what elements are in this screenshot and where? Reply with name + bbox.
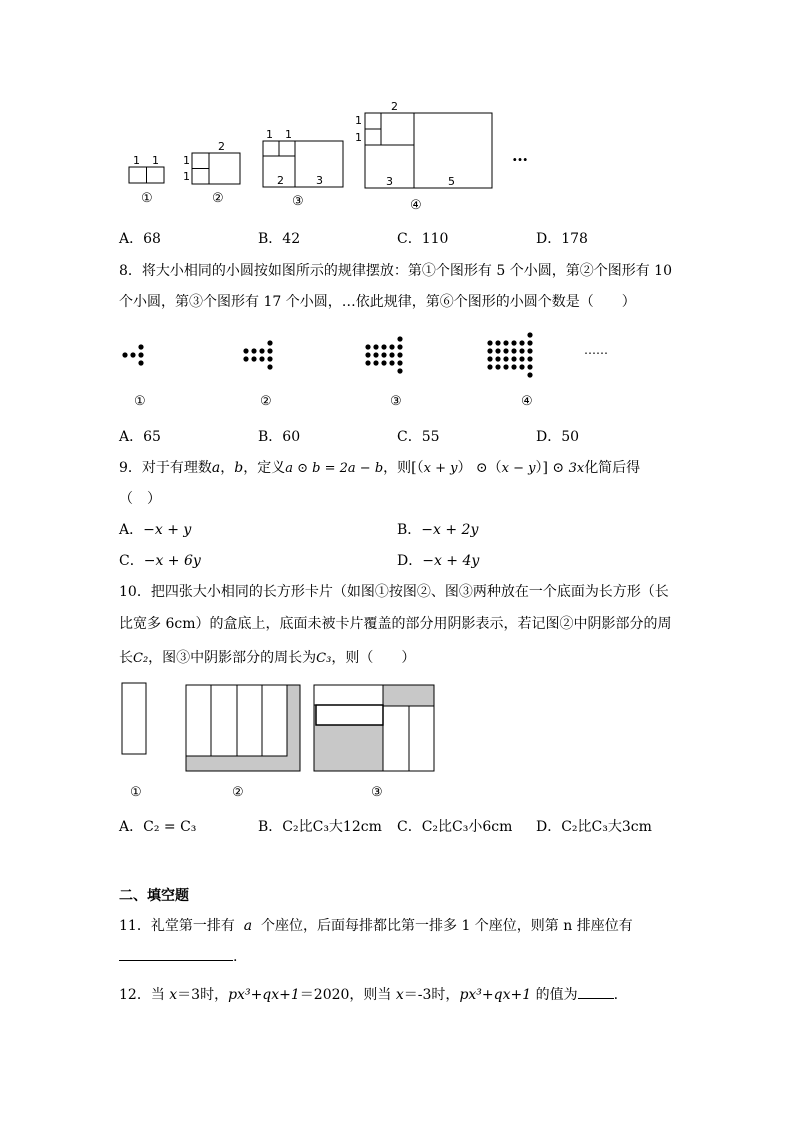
q8-dot bbox=[259, 356, 264, 361]
q8-dot bbox=[389, 344, 394, 349]
q9-line-1 bbox=[119, 457, 640, 477]
q8-dot bbox=[495, 364, 500, 369]
q7-label: 3 bbox=[386, 175, 393, 188]
q10-option-c: C．C₂比C₃小6cm bbox=[397, 819, 513, 835]
q8-dot bbox=[267, 364, 272, 369]
q9-def-text: ，定义 bbox=[243, 460, 286, 476]
q8-dot bbox=[381, 352, 386, 357]
q8-dot bbox=[389, 352, 394, 357]
q10-option-a: A．C₂ = C₃ bbox=[119, 819, 197, 835]
q8-dot bbox=[503, 340, 508, 345]
q10-line-3 bbox=[119, 647, 415, 667]
q12-text: 12．当 bbox=[119, 987, 170, 1003]
q9-expr-3: 3x bbox=[568, 461, 585, 476]
q7-label: 1 bbox=[152, 154, 159, 167]
q7-option-c: C．110 bbox=[397, 231, 449, 247]
q8-dot bbox=[519, 364, 524, 369]
q9-comma: ， bbox=[220, 460, 235, 476]
q8-dot bbox=[511, 364, 516, 369]
q9-end-2: 化简后得 bbox=[584, 460, 641, 476]
q8-dot bbox=[138, 360, 143, 365]
q11-text: 11．礼堂第一排有 bbox=[119, 918, 235, 934]
q8-caption: ① bbox=[134, 394, 146, 409]
q10-caption: ② bbox=[232, 785, 244, 800]
q7-label: 1 bbox=[285, 128, 292, 141]
q9-line-2: （ ） bbox=[119, 491, 161, 507]
q8-dot bbox=[487, 340, 492, 345]
q12-text: ＝-3时， bbox=[403, 987, 460, 1003]
q12-answer-blank[interactable] bbox=[578, 984, 614, 999]
q8-dot bbox=[503, 356, 508, 361]
q8-dot bbox=[519, 348, 524, 353]
q7-label: 2 bbox=[391, 100, 398, 113]
q10-line-2: 比宽多 6cm）的盒底上，底面未被卡片覆盖的部分用阴影表示，若记图②中阴影部分的周 bbox=[119, 616, 672, 632]
q12-var-x: x bbox=[169, 987, 178, 1003]
q8-dot bbox=[487, 364, 492, 369]
q8-dot bbox=[365, 344, 370, 349]
q10-cards-diagram bbox=[0, 680, 794, 800]
q7-option-a: A．68 bbox=[119, 231, 161, 247]
q9-end-1: ）] ⊙ bbox=[535, 460, 569, 476]
q8-dot bbox=[267, 340, 272, 345]
q8-dot bbox=[389, 360, 394, 365]
q7-label: 1 bbox=[183, 170, 190, 183]
q8-dot bbox=[267, 356, 272, 361]
q8-dot bbox=[519, 340, 524, 345]
q11-answer-blank[interactable] bbox=[119, 946, 233, 961]
q10-text: ，图③中阴影部分的周长为 bbox=[148, 650, 317, 666]
q10-option-d: D．C₂比C₃大3cm bbox=[536, 819, 652, 835]
q12-text: ＝2020，则当 bbox=[299, 987, 396, 1003]
q8-dot bbox=[527, 332, 532, 337]
q9-option-letter: B． bbox=[397, 522, 422, 538]
q9-option-expr: −x + 2y bbox=[421, 522, 479, 538]
q8-dot bbox=[397, 344, 402, 349]
q8-dot bbox=[503, 364, 508, 369]
q8-dot bbox=[138, 352, 143, 357]
q7-label: 2 bbox=[218, 140, 225, 153]
q8-caption: ③ bbox=[390, 394, 402, 409]
q8-dot bbox=[373, 360, 378, 365]
section-title: 二、填空题 bbox=[119, 888, 189, 904]
q8-dot bbox=[397, 352, 402, 357]
q7-option-b: B．42 bbox=[258, 231, 301, 247]
q9-option-letter: A． bbox=[119, 522, 144, 538]
q8-dot bbox=[495, 356, 500, 361]
q8-dot bbox=[527, 364, 532, 369]
q9-var-b: b bbox=[234, 460, 244, 476]
q8-dot bbox=[138, 344, 143, 349]
q8-dot bbox=[511, 348, 516, 353]
q8-dot bbox=[503, 348, 508, 353]
q10-caption: ③ bbox=[371, 785, 383, 800]
q8-option-b: B．60 bbox=[258, 429, 301, 445]
q11-end: . bbox=[233, 949, 238, 965]
q7-ellipsis: … bbox=[512, 146, 529, 165]
q8-dot bbox=[527, 348, 532, 353]
q8-line-2: 个小圆，第③个图形有 17 个小圆，…依此规律，第⑥个图形的小圆个数是（ ） bbox=[119, 294, 636, 310]
q8-dot bbox=[259, 348, 264, 353]
q11-text: 个座位，后面每排都比第一排多 1 个座位，则第 n 排座位有 bbox=[261, 918, 633, 934]
q12-text: ＝3时， bbox=[177, 987, 229, 1003]
q9-option-c bbox=[119, 550, 201, 570]
q12-var-x: x bbox=[395, 987, 404, 1003]
q8-line-1: 8．将大小相同的小圆按如图所示的规律摆放：第①个图形有 5 个小圆，第②个图形有 10 bbox=[119, 263, 672, 279]
q8-dot bbox=[487, 348, 492, 353]
q9-expr-1: x + y bbox=[423, 461, 458, 476]
q8-dot bbox=[495, 340, 500, 345]
q8-option-a: A．65 bbox=[119, 429, 161, 445]
q9-option-expr: −x + 6y bbox=[143, 553, 201, 569]
q8-caption: ② bbox=[260, 394, 272, 409]
q10-c2: C₂ bbox=[133, 651, 149, 666]
q8-dot bbox=[487, 356, 492, 361]
q9-mid: ） ⊙（ bbox=[457, 460, 502, 476]
q9-option-b bbox=[397, 519, 478, 539]
q7-label: 3 bbox=[316, 174, 323, 187]
q8-dot bbox=[251, 348, 256, 353]
q7-label: 1 bbox=[355, 131, 362, 144]
q11-var-a: a bbox=[243, 918, 253, 934]
q9-option-a bbox=[119, 519, 191, 539]
q8-dot bbox=[243, 348, 248, 353]
q8-caption: ④ bbox=[521, 394, 533, 409]
q7-label: 1 bbox=[355, 114, 362, 127]
q8-dot bbox=[373, 344, 378, 349]
q11-line-1 bbox=[119, 915, 633, 935]
q10-text: 长 bbox=[119, 650, 133, 666]
q8-dot bbox=[365, 360, 370, 365]
q12-line bbox=[119, 984, 618, 1004]
q9-prefix: 9．对于有理数 bbox=[119, 460, 212, 476]
q11-line-2 bbox=[119, 946, 237, 965]
q8-dot bbox=[511, 356, 516, 361]
q7-squares-diagram bbox=[0, 0, 794, 230]
q8-dot bbox=[267, 348, 272, 353]
q8-dot bbox=[365, 352, 370, 357]
q8-dot bbox=[130, 352, 135, 357]
q8-dot bbox=[397, 368, 402, 373]
q8-dot bbox=[122, 352, 127, 357]
q10-option-b: B．C₂比C₃大12cm bbox=[258, 819, 382, 835]
q8-dot bbox=[527, 340, 532, 345]
q9-expr-2: x − y bbox=[501, 461, 536, 476]
q12-text: 的值为 bbox=[531, 987, 578, 1003]
q7-caption: ① bbox=[141, 191, 153, 206]
q8-dot bbox=[381, 360, 386, 365]
q12-end: . bbox=[613, 987, 619, 1003]
q10-caption: ① bbox=[130, 785, 142, 800]
q8-dot bbox=[495, 348, 500, 353]
q10-line-1: 10．把四张大小相同的长方形卡片（如图①按图②、图③两种放在一个底面为长方形（长 bbox=[119, 584, 669, 600]
q12-expr: px³+qx+1 bbox=[228, 987, 300, 1003]
q7-caption: ③ bbox=[292, 194, 304, 209]
q7-label: 1 bbox=[266, 128, 273, 141]
q7-label: 5 bbox=[448, 175, 455, 188]
q7-caption: ④ bbox=[410, 198, 422, 213]
q8-dot bbox=[527, 356, 532, 361]
q12-expr: px³+qx+1 bbox=[459, 987, 532, 1003]
q8-dot bbox=[527, 372, 532, 377]
q8-dot bbox=[397, 360, 402, 365]
q10-c3: C₃ bbox=[316, 651, 332, 666]
q8-option-c: C．55 bbox=[397, 429, 440, 445]
q10-text: ，则（ ） bbox=[331, 650, 416, 666]
q7-option-d: D．178 bbox=[536, 231, 588, 247]
q8-dot bbox=[243, 356, 248, 361]
q9-def-formula: a ⊙ b = 2a − b bbox=[285, 461, 384, 476]
q9-var-a: a bbox=[211, 460, 221, 476]
q9-option-letter: D． bbox=[397, 553, 423, 569]
q8-dot bbox=[381, 344, 386, 349]
q8-dot bbox=[511, 340, 516, 345]
q7-label: 1 bbox=[183, 154, 190, 167]
q9-option-letter: C． bbox=[119, 553, 144, 569]
q8-dot bbox=[397, 336, 402, 341]
q9-option-d bbox=[397, 550, 479, 570]
q8-dot bbox=[251, 356, 256, 361]
q8-dot bbox=[519, 356, 524, 361]
q7-label: 2 bbox=[277, 174, 284, 187]
q7-caption: ② bbox=[212, 191, 224, 206]
q8-dot bbox=[373, 352, 378, 357]
q8-ellipsis: …… bbox=[584, 343, 608, 357]
q8-option-d: D．50 bbox=[536, 429, 580, 445]
q9-option-expr: −x + 4y bbox=[422, 553, 480, 569]
q7-label: 1 bbox=[133, 154, 140, 167]
q9-then: ，则[（ bbox=[383, 460, 424, 476]
q9-option-expr: −x + y bbox=[143, 522, 192, 538]
